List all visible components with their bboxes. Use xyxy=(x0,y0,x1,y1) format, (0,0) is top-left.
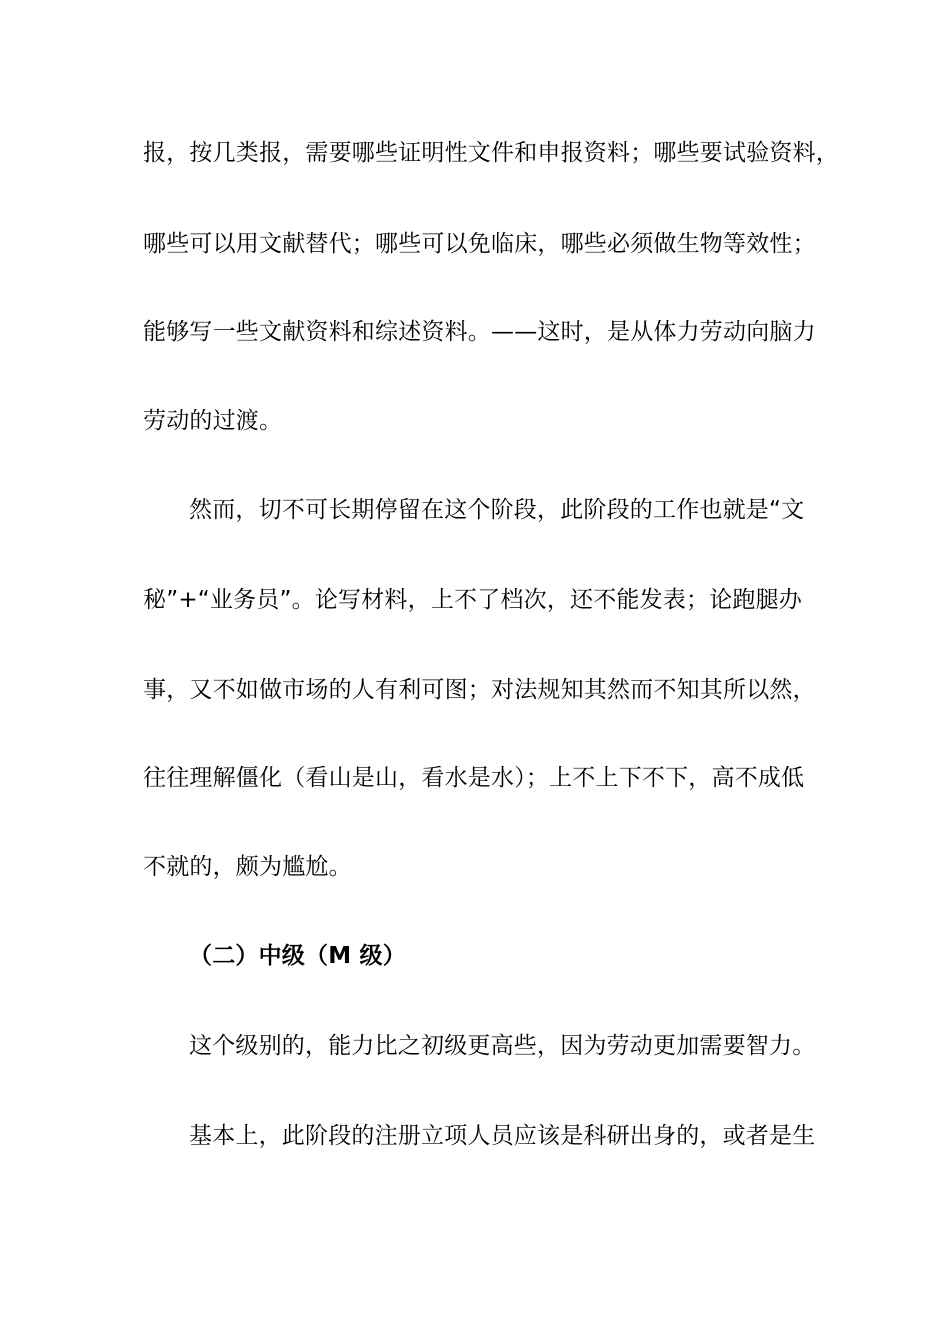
paragraph-2-line-2: 秘”+“业务员”。论写材料，上不了档次，还不能发表；论跑腿办 xyxy=(143,587,803,613)
paragraph-2-line-3: 事，又不如做市场的人有利可图；对法规知其然而不知其所以然， xyxy=(143,677,816,703)
paragraph-1-line-3: 能够写一些文献资料和综述资料。——这时，是从体力劳动向脑力 xyxy=(143,319,816,345)
paragraph-2-line-4: 往往理解僵化（看山是山，看水是水）；上不上下不下，高不成低 xyxy=(143,765,805,791)
paragraph-4-line-1: 基本上，此阶段的注册立项人员应该是科研出身的，或者是生 xyxy=(189,1123,816,1149)
paragraph-3-line-1: 这个级别的，能力比之初级更高些，因为劳动更加需要智力。 xyxy=(189,1033,816,1059)
paragraph-1-line-2: 哪些可以用文献替代；哪些可以免临床，哪些必须做生物等效性； xyxy=(143,231,816,257)
paragraph-1-line-4: 劳动的过渡。 xyxy=(143,408,283,434)
paragraph-1-line-1: 报，按几类报，需要哪些证明性文件和申报资料；哪些要试验资料， xyxy=(143,140,839,166)
paragraph-2-line-1: 然而，切不可长期停留在这个阶段，此阶段的工作也就是“文 xyxy=(189,497,805,523)
section-heading: （二）中级（M 级） xyxy=(189,943,406,969)
paragraph-2-line-5: 不就的，颇为尴尬。 xyxy=(143,854,352,880)
